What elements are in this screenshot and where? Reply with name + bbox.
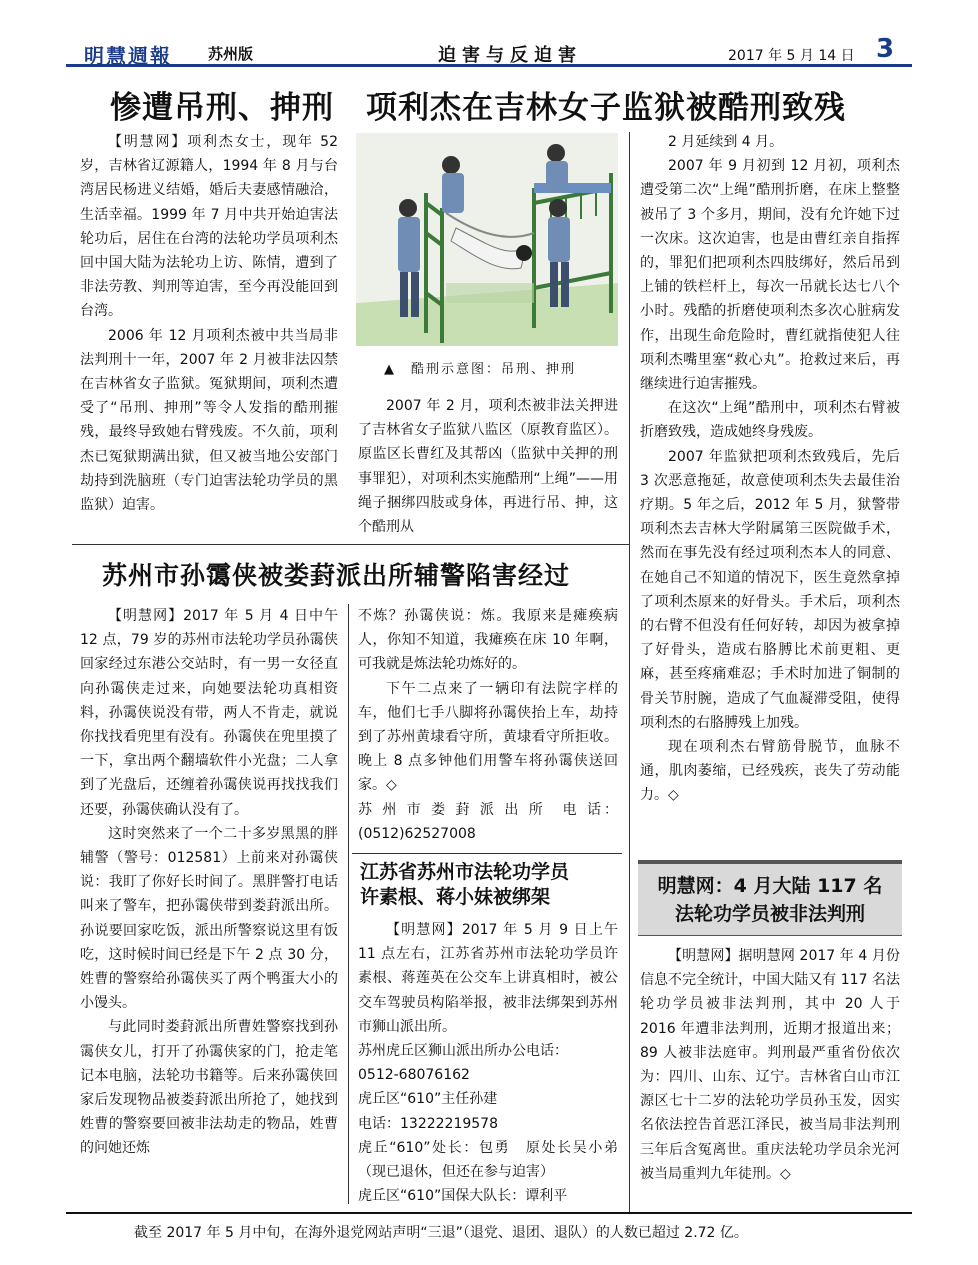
article1-col1	[80, 130, 338, 517]
column-divider	[629, 132, 630, 1212]
contact-line: 电话：13222219578	[358, 1115, 498, 1132]
torture-illustration	[356, 133, 618, 346]
article3-title-line2: 许素根、蒋小妹被绑架	[360, 886, 551, 908]
section-divider	[72, 544, 629, 545]
edition-label: 苏州版	[208, 45, 254, 63]
column-divider	[348, 604, 349, 1204]
article2-paragraph: 【明慧网】2017 年 5 月 4 日中午 12 点，79 岁的苏州市法轮功学员孙霭侠回家经过东港公交站时，有一男一女径直向孙霭侠走过来，向她要法轮功真相资料，孙霭侠说没有带，两人不肯走，就说你找找看兜里有没有。孙霭侠在兜里摸了一下，拿出两个翻墙软件小光盘；二人拿到了光盘后，还缠着孙霭侠说再找找我们还要，孙霭侠确认没有了。	[80, 608, 338, 818]
article1-paragraph: 2007 年监狱把项利杰致残后，先后 3 次恶意拖延，故意使项利杰失去最佳治疗期。5 年之后，2012 年 5 月，狱警带项利杰去吉林大学附属第三医院做手术，然而在事先没有经过项利杰本人的同意、在她自己不知道的情况下，医生竟然拿掉了项利杰原来的好骨头。手术后，项利杰的右臂不但没有任何好转，却因为被拿掉了好骨头，造成右胳膊比术前更粗、更麻，甚至疼痛难忍；手术时加进了铜制的骨关节肘腕，造成了气血凝滞受阻，使得项利杰的右胳膊残上加残。	[640, 448, 900, 731]
article3-body	[358, 918, 618, 1208]
article1-paragraph: 在这次“上绳”酷刑中，项利杰右臂被折磨致残，造成她终身残废。	[640, 400, 900, 441]
article3-paragraph: 【明慧网】2017 年 5 月 9 日上午 11 点左右，江苏省苏州市法轮功学员许素根、蒋莲英在公交车上讲真相时，被公交车驾驶员构陷举报，被非法绑架到苏州市狮山派出所。	[358, 922, 618, 1035]
contact-line: 虎丘区“610”国保大队长：谭利平	[358, 1188, 568, 1205]
article1-paragraph: 2007 年 2 月，项利杰被非法关押进了吉林省女子监狱八监区（原教育监区）。原监区长曹红及其帮凶（监狱中关押的刑事罪犯），对项利杰实施酷刑“上绳”——用绳子捆绑四肢或身体，再进行吊、抻，这个酷刑从	[358, 398, 618, 536]
contact-line: 苏州虎丘区狮山派出所办公电话：	[358, 1043, 568, 1060]
article1-paragraph: 现在项利杰右臂筋骨脱节，血脉不通，肌肉萎缩，已经残疾，丧失了劳动能力。◇	[640, 739, 900, 804]
article1-paragraph: 【明慧网】项利杰女士，现年 52 岁，吉林省辽源籍人，1994 年 8 月与台湾居民杨进义结婚，婚后夫妻感情融洽，生活幸福。1999 年 7 月中共开始迫害法轮功后，居住在台湾的法轮功学员项利杰回中国大陆为法轮功上访、陈情，遭到了非法劳教、判刑等迫害，至今再没能回到台湾。	[80, 134, 338, 320]
issue-date: 2017 年 5 月 14 日	[728, 48, 855, 64]
article1-col2	[358, 394, 618, 539]
header-rule	[66, 64, 912, 67]
article2-col2	[358, 604, 618, 846]
article1-paragraph: 2006 年 12 月项利杰被中共当局非法判刑十一年，2007 年 2 月被非法囚禁在吉林省女子监狱。冤狱期间，项利杰遭受了“吊刑、抻刑”等令人发指的酷刑摧残，最终导致她右臂残废。不久前，项利杰已冤狱期满出狱，但又被当地公安部门劫持到洗脑班（专门迫害法轮功学员的黑监狱）迫害。	[80, 327, 338, 514]
contact-line: 虎丘“610”处长：包勇 原处长吴小弟（现已退休，但还在参与迫害）	[358, 1139, 618, 1181]
article2-paragraph: 与此同时娄葑派出所曹姓警察找到孙霭侠女儿，打开了孙霭侠家的门，抢走笔记本电脑，法轮功书籍等。后来孙霭侠回家后发现物品被娄葑派出所抢了，她找到姓曹的警察要回被非法劫走的物品，姓曹的问她还炼	[80, 1019, 338, 1157]
contact-line: 虎丘区“610”主任孙建	[358, 1091, 498, 1108]
article2-title: 苏州市孙霭侠被娄葑派出所辅警陷害经过	[102, 561, 571, 590]
section-divider	[352, 853, 622, 854]
article4-title-box	[638, 860, 902, 936]
article3-title-line1: 江苏省苏州市法轮功学员	[360, 861, 570, 883]
article1-paragraph: 2007 年 9 月初到 12 月初，项利杰遭受第二次“上绳”酷刑折磨，在床上整整被吊了 3 个多月，期间，没有允许她下过一次床。这次迫害，也是由曹红亲自指挥的，罪犯们把项利杰四肢绑好，然后吊到上铺的铁栏杆上，每次一吊就长达七八个小时。残酷的折磨使项利杰多次心脏病发作，出现生命危险时，曹红就指使犯人往项利杰嘴里塞“救心丸”。抢救过来后，再继续进行迫害摧残。	[640, 158, 900, 393]
article4-title-line2: 法轮功学员被非法判刑	[674, 903, 865, 925]
footer-note: 截至 2017 年 5 月中旬，在海外退党网站声明“三退”（退党、退团、退队）的人数已超过 2.72 亿。	[134, 1225, 748, 1241]
article2-paragraph: 下午二点来了一辆印有法院字样的车，他们七手八脚将孙霭侠抬上车，劫持到了苏州黄埭看守所，黄埭看守所拒收。晚上 8 点多钟他们用警车将孙霭侠送回家。◇	[358, 680, 618, 794]
police-station-contact: 苏 州 市 娄 葑 派 出 所 电 话：(0512)62527008	[358, 801, 618, 842]
masthead: 明慧週報	[84, 44, 172, 68]
article2-col1	[80, 604, 338, 1161]
contact-line: 0512-68076162	[358, 1067, 470, 1084]
torture-scene-image	[356, 133, 618, 346]
article4-body	[640, 944, 900, 1186]
article1-title: 惨遭吊刑、抻刑 项利杰在吉林女子监狱被酷刑致残	[110, 90, 846, 126]
article2-paragraph: 这时突然来了一个二十多岁黑黑的胖辅警（警号：012581）上前来对孙霭侠说：我盯了你好长时间了。黑胖警打电话叫来了警车，把孙霭侠带到娄葑派出所。孙说要回家吃饭，派出所警察说这里有饭吃，这时候时间已经是下午 2 点 30 分，姓曹的警察给孙霭侠买了两个鸭蛋大小的小馒头。	[80, 825, 338, 1012]
footer-rule	[66, 1212, 912, 1214]
article1-paragraph: 2 月延续到 4 月。	[668, 134, 784, 150]
article4-paragraph: 【明慧网】据明慧网 2017 年 4 月份信息不完全统计，中国大陆又有 117 名法轮功学员被非法判刑，其中 20 人于 2016 年遭非法判刑，近期才报道出来；89 人被非法庭审。判刑最严重省份依次为：四川、山东、辽宁。吉林省白山市江源区七十二岁的法轮功学员孙玉发，因实名依法控告首恶江泽民，被当局非法判刑三年后含冤离世。重庆法轮功学员余光河被当局重判九年徒刑。◇	[640, 948, 900, 1182]
image-caption: ▲ 酷刑示意图：吊刑、抻刑	[384, 362, 576, 377]
article4-title-line1: 明慧网：4 月大陆 117 名	[657, 875, 883, 897]
page-number: 3	[876, 34, 895, 64]
section-title: 迫害与反迫害	[438, 45, 582, 66]
article3-title	[360, 860, 620, 910]
article1-col3	[640, 130, 900, 808]
article2-paragraph: 不炼？孙霭侠说：炼。我原来是瘫痪病人，你知不知道，我瘫痪在床 10 年啊，可我就是炼法轮功炼好的。	[358, 608, 618, 673]
